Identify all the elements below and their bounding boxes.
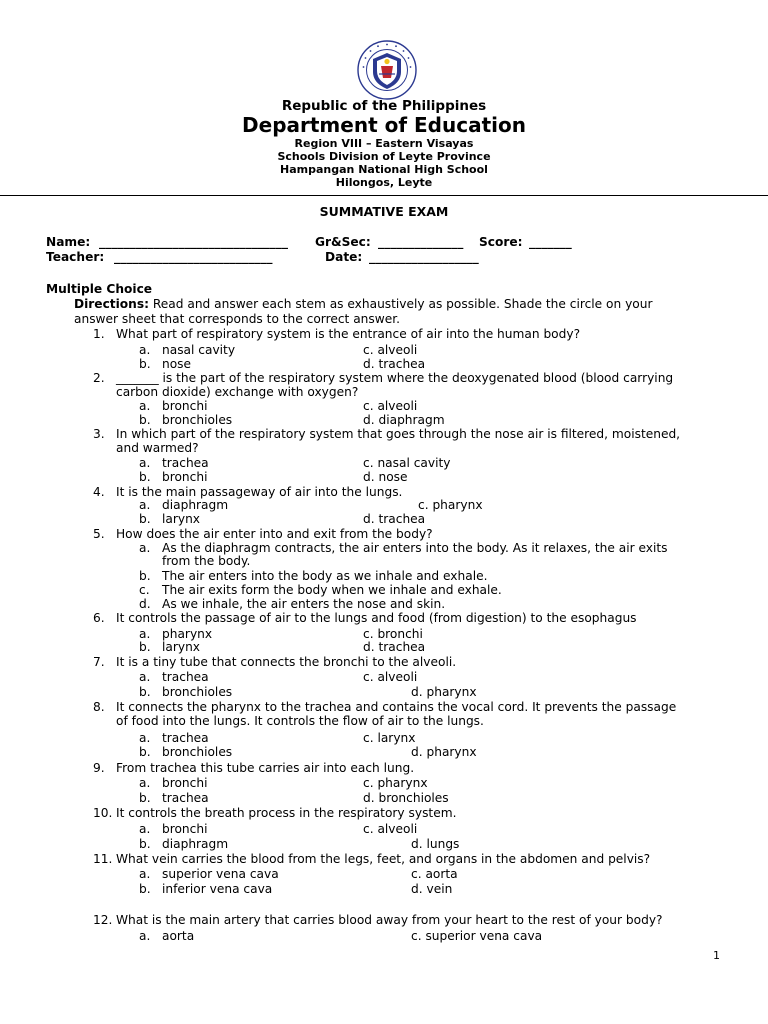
directions-line-2: answer sheet that corresponds to the correct answer. xyxy=(74,312,400,326)
question-number: 3. xyxy=(93,427,105,441)
question-stem-line: It controls the passage of air to the lungs and food (from digestion) to the esophagus xyxy=(116,611,637,625)
option-text-right: d. pharynx xyxy=(411,685,477,699)
option-text: inferior vena cava xyxy=(162,882,273,896)
option-letter: a. xyxy=(139,456,151,470)
option-letter: a. xyxy=(139,731,151,745)
score-label: Score: xyxy=(479,235,523,249)
option-letter: a. xyxy=(139,343,151,357)
option-letter: b. xyxy=(139,569,151,583)
question-number: 6. xyxy=(93,611,105,625)
option-text: larynx xyxy=(162,640,201,654)
option-letter: a. xyxy=(139,822,151,836)
option-letter: b. xyxy=(139,413,151,427)
directions-line-1 xyxy=(74,297,653,311)
question-number: 5. xyxy=(93,527,105,541)
question-stem-line: It is the main passageway of air into the lungs. xyxy=(116,485,403,499)
question-stem-line: How does the air enter into and exit from the body? xyxy=(116,527,433,541)
option-letter: b. xyxy=(139,685,151,699)
option-letter: a. xyxy=(139,776,151,790)
score-field[interactable]: _______ xyxy=(529,235,572,249)
question-number: 4. xyxy=(93,485,105,499)
option-letter: b. xyxy=(139,882,151,896)
option-text: aorta xyxy=(162,929,195,943)
option-text: bronchi xyxy=(162,822,208,836)
grsec-field[interactable]: ______________ xyxy=(378,235,464,249)
option-letter: b. xyxy=(139,512,151,526)
option-text-right: d. trachea xyxy=(363,357,426,371)
option-text-right: c. superior vena cava xyxy=(411,929,543,943)
exam-title: SUMMATIVE EXAM xyxy=(319,204,449,219)
section-heading: Multiple Choice xyxy=(46,282,153,296)
option-letter: a. xyxy=(139,399,151,413)
option-text: nasal cavity xyxy=(162,343,236,357)
option-letter: a. xyxy=(139,627,151,641)
option-text-right: c. bronchi xyxy=(363,627,423,641)
question-number: 12. xyxy=(93,913,113,927)
option-text: pharynx xyxy=(162,627,213,641)
option-text-right: d. lungs xyxy=(411,837,460,851)
question-stem-line: of food into the lungs. It controls the flow of air to the lungs. xyxy=(116,714,484,728)
option-letter: d. xyxy=(139,597,151,611)
option-text-right: d. trachea xyxy=(363,512,426,526)
deped-seal-logo xyxy=(357,40,417,100)
option-text-right: c. alveoli xyxy=(363,399,418,413)
question-number: 8. xyxy=(93,700,105,714)
question-number: 10. xyxy=(93,806,113,820)
option-text: bronchioles xyxy=(162,745,233,759)
option-text-right: c. alveoli xyxy=(363,670,418,684)
question-stem-line: It is a tiny tube that connects the bronchi to the alveoli. xyxy=(116,655,457,669)
question-stem-line: What is the main artery that carries blood away from your heart to the rest of your body? xyxy=(116,913,663,927)
option-letter: a. xyxy=(139,541,151,555)
option-letter: a. xyxy=(139,498,151,512)
option-text-right: d. pharynx xyxy=(411,745,477,759)
option-text-right: c. larynx xyxy=(363,731,416,745)
question-number: 9. xyxy=(93,761,105,775)
option-letter: b. xyxy=(139,640,151,654)
option-letter: a. xyxy=(139,929,151,943)
option-text: diaphragm xyxy=(162,837,229,851)
directions-text: Read and answer each stem as exhaustively as possible. Shade the circle on your xyxy=(152,297,653,311)
option-text-right: c. pharynx xyxy=(363,776,428,790)
option-letter: b. xyxy=(139,745,151,759)
option-letter: b. xyxy=(139,837,151,851)
republic-heading: Republic of the Philippines xyxy=(281,98,487,114)
question-stem-line: What part of respiratory system is the entrance of air into the human body? xyxy=(116,327,581,341)
option-letter: a. xyxy=(139,867,151,881)
option-text: As we inhale, the air enters the nose and skin. xyxy=(162,597,446,611)
question-stem-line: It connects the pharynx to the trachea and contains the vocal cord. It prevents the passage xyxy=(116,700,677,714)
option-text-right: d. vein xyxy=(411,882,453,896)
option-text: bronchi xyxy=(162,470,208,484)
department-heading: Department of Education xyxy=(242,113,526,137)
option-text: larynx xyxy=(162,512,201,526)
question-stem-line: carbon dioxide) exchange with oxygen? xyxy=(116,385,359,399)
name-field[interactable]: _______________________________ xyxy=(99,235,288,249)
option-text-right: d. bronchioles xyxy=(363,791,449,805)
teacher-label: Teacher: xyxy=(46,250,105,264)
question-stem-line: From trachea this tube carries air into each lung. xyxy=(116,761,415,775)
option-text-right: d. diaphragm xyxy=(363,413,445,427)
option-text: bronchi xyxy=(162,399,208,413)
question-number: 11. xyxy=(93,852,113,866)
option-text: trachea xyxy=(162,670,209,684)
option-text-right: c. alveoli xyxy=(363,822,418,836)
question-stem-line: and warmed? xyxy=(116,441,199,455)
option-letter: b. xyxy=(139,470,151,484)
page-number: 1 xyxy=(713,949,720,962)
option-text: trachea xyxy=(162,791,209,805)
option-text: The air enters into the body as we inhale and exhale. xyxy=(162,569,488,583)
teacher-field[interactable]: __________________________ xyxy=(114,250,273,264)
option-text-continued: from the body. xyxy=(162,554,251,568)
option-text: bronchi xyxy=(162,776,208,790)
option-text-right: c. alveoli xyxy=(363,343,418,357)
option-text: bronchioles xyxy=(162,685,233,699)
option-text-right: d. trachea xyxy=(363,640,426,654)
option-text-right: d. nose xyxy=(363,470,408,484)
question-stem-line: In which part of the respiratory system that goes through the nose air is filtered, moistened, xyxy=(116,427,681,441)
option-letter: b. xyxy=(139,791,151,805)
division-line: Schools Division of Leyte Province xyxy=(277,150,491,163)
option-letter: a. xyxy=(139,670,151,684)
header-divider xyxy=(0,195,768,196)
option-text: superior vena cava xyxy=(162,867,279,881)
date-field[interactable]: __________________ xyxy=(369,250,479,264)
date-label: Date: xyxy=(325,250,363,264)
grsec-label: Gr&Sec: xyxy=(315,235,371,249)
option-text: diaphragm xyxy=(162,498,229,512)
option-text: As the diaphragm contracts, the air enters into the body. As it relaxes, the air exits xyxy=(162,541,668,555)
school-line: Hampangan National High School xyxy=(280,163,488,176)
directions-label: Directions: xyxy=(74,297,149,311)
option-text: nose xyxy=(162,357,192,371)
question-stem-line: _______ is the part of the respiratory system where the deoxygenated blood (blood carrying xyxy=(116,371,674,385)
question-stem-line: What vein carries the blood from the legs, feet, and organs in the abdomen and pelvis? xyxy=(116,852,651,866)
region-line: Region VIII – Eastern Visayas xyxy=(294,137,474,150)
option-text: trachea xyxy=(162,456,209,470)
location-line: Hilongos, Leyte xyxy=(335,176,433,189)
question-number: 1. xyxy=(93,327,105,341)
option-text: The air exits form the body when we inhale and exhale. xyxy=(162,583,502,597)
question-stem-line: It controls the breath process in the respiratory system. xyxy=(116,806,457,820)
option-letter: c. xyxy=(139,583,150,597)
question-number: 2. xyxy=(93,371,105,385)
option-text: trachea xyxy=(162,731,209,745)
option-text-right: c. pharynx xyxy=(418,498,483,512)
name-label: Name: xyxy=(46,235,91,249)
option-text: bronchioles xyxy=(162,413,233,427)
option-letter: b. xyxy=(139,357,151,371)
option-text-right: c. nasal cavity xyxy=(363,456,451,470)
question-number: 7. xyxy=(93,655,105,669)
option-text-right: c. aorta xyxy=(411,867,458,881)
